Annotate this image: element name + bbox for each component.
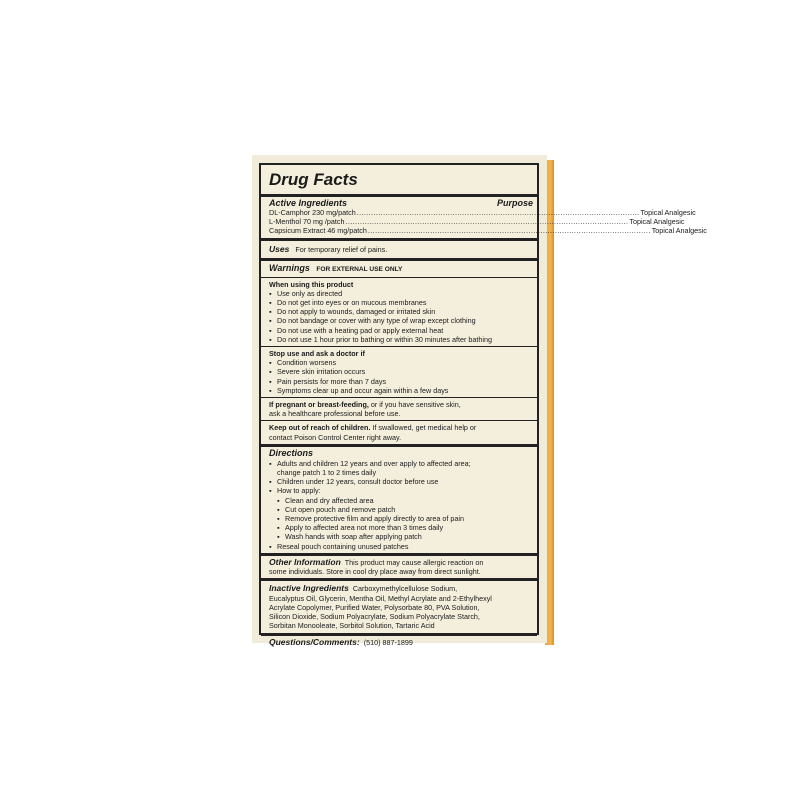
inactive-line: Acrylate Copolymer, Purified Water, Polysorbate 80, PVA Solution, — [269, 602, 480, 612]
other-information-header: Other Information — [269, 556, 341, 567]
list-item: ▪ How to apply: — [269, 486, 321, 496]
pregnant-bold: If pregnant or breast-feeding, — [269, 400, 369, 410]
drug-facts-panel — [259, 163, 707, 648]
list-item-text: Do not use 1 hour prior to bathing or within 30 minutes after bathing — [277, 334, 492, 344]
warnings-section — [261, 261, 537, 447]
list-subitem: ▪ Cut open pouch and remove patch — [277, 504, 396, 514]
ingredient-row — [269, 226, 707, 236]
list-item: ▪ Condition worsens — [269, 358, 337, 368]
list-item: ▪ Do not get into eyes or on mucous membranes — [269, 298, 427, 308]
ingredient-purpose: Topical Analgesic — [629, 217, 685, 227]
ingredient-name: DL-Camphor 230 mg/patch — [269, 208, 356, 217]
list-item-text: Do not apply to wounds, damaged or irritated skin — [277, 307, 436, 317]
drug-facts-title: Drug Facts — [269, 170, 358, 189]
pregnant-line-2: ask a healthcare professional before use. — [269, 409, 401, 419]
list-item: ▪ Do not apply to wounds, damaged or irritated skin — [269, 307, 436, 317]
list-item-text: Do not get into eyes or on mucous membranes — [277, 298, 427, 308]
when-using-block — [261, 278, 537, 347]
children-line-1 — [269, 423, 533, 432]
inactive-text: Carboxymethylcellulose Sodium, — [352, 584, 458, 594]
inactive-ingredients-header: Inactive Ingredients — [269, 583, 349, 594]
active-ingredients-section — [261, 197, 707, 241]
list-item: ▪ Adults and children 12 years and over apply to affected area; — [269, 458, 471, 468]
inactive-line-1 — [269, 584, 533, 593]
purpose-header: Purpose — [496, 198, 533, 208]
list-item-text: Pain persists for more than 7 days — [277, 376, 387, 386]
list-item-text: Cut open pouch and remove patch — [285, 504, 396, 514]
list-item: ▪ Symptoms clear up and occur again within a few days — [269, 385, 449, 395]
list-subitem: ▪ Wash hands with soap after applying patch — [277, 532, 422, 542]
list-item-text: Do not bandage or cover with any type of wrap except clothing — [277, 316, 476, 326]
inactive-line: Silicon Dioxide, Sodium Polyacrylate, Sodium Polyacrylate Starch, — [269, 611, 480, 621]
questions-phone: (510) 887-1899 — [363, 638, 413, 648]
other-line-1 — [269, 558, 533, 567]
ingredient-purpose: Topical Analgesic — [640, 208, 696, 217]
children-block — [261, 421, 537, 443]
warnings-header: Warnings — [269, 262, 310, 273]
children-bold: Keep out of reach of children. — [269, 423, 371, 433]
ingredient-name: L-Menthol 70 mg /patch — [269, 217, 345, 227]
leader-dots — [367, 226, 652, 235]
inactive-ingredients-section — [261, 581, 537, 636]
pregnant-line-1 — [269, 400, 533, 409]
list-item-text: Remove protective film and apply directly to area of pain — [285, 514, 464, 524]
list-item-text: How to apply: — [277, 486, 321, 496]
inactive-line: Sorbitan Monooleate, Sorbitol Solution, Tartaric Acid — [269, 621, 435, 631]
ingredient-name: Capsicum Extract 46 mg/patch — [269, 226, 367, 236]
questions-row — [269, 638, 533, 647]
ingredient-row — [269, 217, 685, 227]
pregnant-text: or if you have sensitive skin, — [368, 400, 461, 410]
leader-dots — [356, 208, 641, 217]
list-item: ▪ Pain persists for more than 7 days — [269, 376, 387, 386]
list-item: ▪ Do not use with a heating pad or apply external heat — [269, 325, 444, 335]
list-item: ▪ Children under 12 years, consult doctor before use — [269, 477, 439, 487]
children-line-2: contact Poison Control Center right away. — [269, 432, 402, 442]
active-ingredients-header: Active Ingredients — [269, 198, 348, 208]
other-line-2: some individuals. Store in cool dry place away from direct sunlight. — [269, 567, 481, 577]
list-item-text: Wash hands with soap after applying patch — [285, 532, 422, 542]
questions-section — [261, 636, 537, 649]
stop-use-block — [261, 347, 537, 398]
uses-header: Uses — [269, 243, 290, 254]
list-subitem: ▪ Apply to affected area not more than 3 times daily — [277, 523, 444, 533]
list-item-text: Severe skin irritation occurs — [277, 367, 366, 377]
ingredient-row — [269, 208, 696, 217]
active-ingredients-header-row — [269, 198, 533, 208]
list-item-text: Reseal pouch containing unused patches — [277, 541, 409, 551]
list-item: ▪ Do not bandage or cover with any type of wrap except clothing — [269, 316, 476, 326]
list-item-text: Do not use with a heating pad or apply external heat — [277, 325, 444, 335]
list-item: ▪ Severe skin irritation occurs — [269, 367, 366, 377]
list-item-text: Children under 12 years, consult doctor before use — [277, 477, 439, 487]
directions-section — [261, 447, 537, 556]
uses-text: For temporary relief of pains. — [295, 244, 388, 254]
children-text: If swallowed, get medical help or — [370, 423, 477, 433]
questions-header: Questions/Comments: — [269, 637, 360, 648]
leader-dots — [345, 217, 630, 226]
list-item: ▪ Use only as directed — [269, 288, 343, 298]
list-item-text: Clean and dry affected area — [285, 495, 374, 505]
when-using-header: When using this product — [269, 279, 354, 289]
list-subitem: ▪ Clean and dry affected area — [277, 495, 374, 505]
warnings-title-row — [269, 263, 533, 275]
list-item-continuation: change patch 1 to 2 times daily — [277, 468, 377, 478]
list-item: ▪ Reseal pouch containing unused patches — [269, 541, 409, 551]
list-item-text: Adults and children 12 years and over apply to affected area; — [277, 458, 471, 468]
list-item-text: Apply to affected area not more than 3 times daily — [285, 523, 444, 533]
title-section — [261, 165, 537, 197]
ingredient-purpose: Topical Analgesic — [651, 226, 707, 236]
list-item: ▪ Do not use 1 hour prior to bathing or within 30 minutes after bathing — [269, 334, 492, 344]
external-use-notice: FOR EXTERNAL USE ONLY — [316, 265, 403, 273]
list-subitem: ▪ Remove protective film and apply directly to area of pain — [277, 514, 464, 524]
directions-header: Directions — [269, 447, 314, 458]
warnings-header-row — [261, 261, 537, 278]
list-item-text: Condition worsens — [277, 358, 337, 368]
pregnant-block — [261, 398, 537, 421]
uses-row — [269, 244, 533, 255]
other-information-section — [261, 556, 537, 581]
uses-section — [261, 241, 537, 261]
stop-use-header: Stop use and ask a doctor if — [269, 349, 365, 359]
other-text: This product may cause allergic reaction on — [344, 557, 484, 567]
inactive-line: Eucalyptus Oil, Glycerin, Mentha Oil, Methyl Acrylate and 2-Ethylhexyl — [269, 593, 492, 603]
list-item-text: Use only as directed — [277, 288, 343, 298]
list-item-text: Symptoms clear up and occur again within a few days — [277, 385, 449, 395]
